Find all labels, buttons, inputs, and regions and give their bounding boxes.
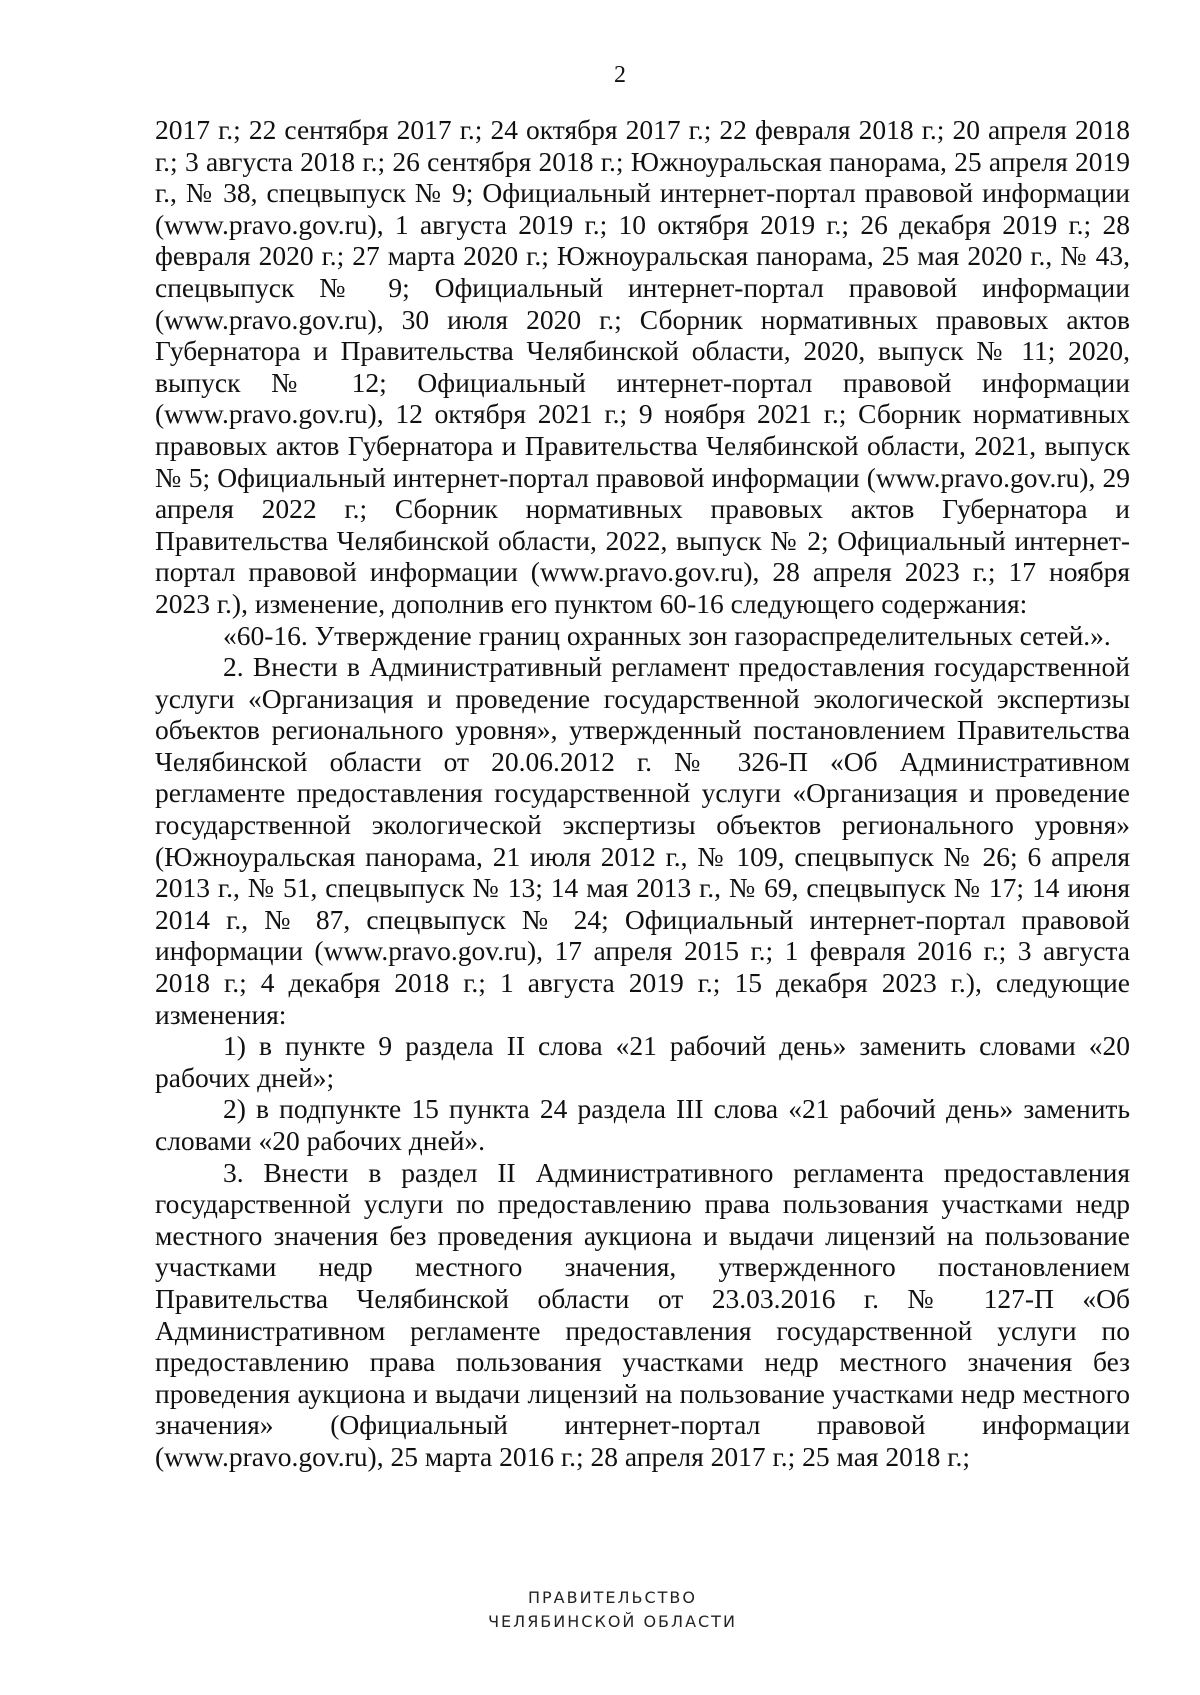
paragraph-item-3: 3. Внести в раздел II Административного регламента предоставления государственной услуги по предоставлению права пользования участками недр местного значения без проведения аукциона и выдачи лицензий на пользование участками недр местного значения, утвержденного постановлением Правительства Челябинской области от 23.03.2016 г. № 127-П «Об Административном регламенте предоставления государственной услуги по предоставлению права пользования участками недр местного значения без проведения аукциона и выдачи лицензий на пользование участками недр местного значения» (Официальный интернет-портал правовой информации (www.pravo.gov.ru), 25 марта 2016 г.; 28 апреля 2017 г.; 25 мая 2018 г.; xyxy=(155,1156,1130,1472)
document-body xyxy=(155,114,1130,1473)
paragraph-item-2: 2. Внести в Административный регламент предоставления государственной услуги «Организация и проведение государственной экологической экспертизы объектов регионального уровня», утвержденный постановлением Правительства Челябинской области от 20.06.2012 г. № 326-П «Об Административном регламенте предоставления государственной услуги «Организация и проведение государственной экологической экспертизы объектов регионального уровня» (Южноуральская панорама, 21 июля 2012 г., № 109, спецвыпуск № 26; 6 апреля 2013 г., № 51, спецвыпуск № 13; 14 мая 2013 г., № 69, спецвыпуск № 17; 14 июня 2014 г., № 87, спецвыпуск № 24; Официальный интернет-портал правовой информации (www.pravo.gov.ru), 17 апреля 2015 г.; 1 февраля 2016 г.; 3 августа 2018 г.; 4 декабря 2018 г.; 1 августа 2019 г.; 15 декабря 2023 г.), следующие изменения: xyxy=(155,651,1130,1030)
page-number: 2 xyxy=(614,62,626,88)
paragraph-publication-list: 2017 г.; 22 сентября 2017 г.; 24 октября 2017 г.; 22 февраля 2018 г.; 20 апреля 2018 г.; 3 августа 2018 г.; 26 сентября 2018 г.; Южноуральская панорама, 25 апреля 2019 г., № 38, спецвыпуск № 9; Официальный интернет-портал правовой информации (www.pravo.gov.ru), 1 августа 2019 г.; 10 октября 2019 г.; 26 декабря 2019 г.; 28 февраля 2020 г.; 27 марта 2020 г.; Южноуральская панорама, 25 мая 2020 г., № 43, спецвыпуск № 9; Официальный интернет-портал правовой информации (www.pravo.gov.ru), 30 июля 2020 г.; Сборник нормативных правовых актов Губернатора и Правительства Челябинской области, 2020, выпуск № 11; 2020, выпуск № 12; Официальный интернет-портал правовой информации (www.pravo.gov.ru), 12 октября 2021 г.; 9 ноября 2021 г.; Сборник нормативных правовых актов Губернатора и Правительства Челябинской области, 2021, выпуск № 5; Официальный интернет-портал правовой информации (www.pravo.gov.ru), 29 апреля 2022 г.; Сборник нормативных правовых актов Губернатора и Правительства Челябинской области, 2022, выпуск № 2; Официальный интернет-портал правовой информации (www.pravo.gov.ru), 28 апреля 2023 г.; 17 ноября 2023 г.), изменение, дополнив его пунктом 60-16 следующего содержания: xyxy=(155,114,1130,619)
paragraph-subitem-1: 1) в пункте 9 раздела II слова «21 рабочий день» заменить словами «20 рабочих дней»; xyxy=(155,1030,1130,1093)
government-stamp-line-1: ПРАВИТЕЛЬСТВО xyxy=(528,1588,697,1607)
paragraph-subitem-2: 2) в подпункте 15 пункта 24 раздела III слова «21 рабочий день» заменить словами «20 рабочих дней». xyxy=(155,1093,1130,1156)
government-stamp-line-2: ЧЕЛЯБИНСКОЙ ОБЛАСТИ xyxy=(488,1612,737,1631)
paragraph-quoted-item-60-16: «60-16. Утверждение границ охранных зон газораспределительных сетей.». xyxy=(223,619,1111,651)
